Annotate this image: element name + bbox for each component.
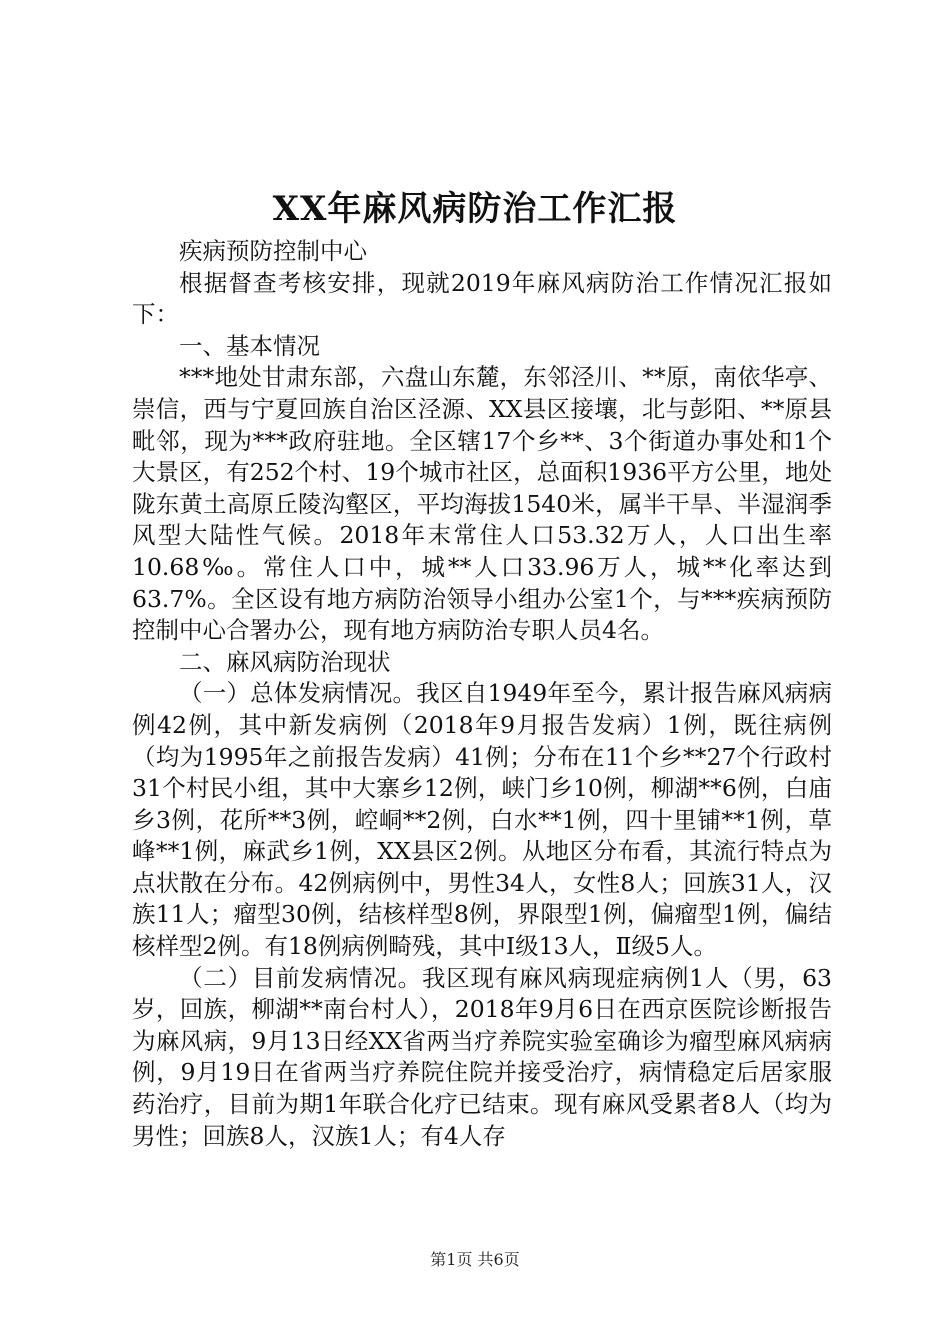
heading-prevention-status: 二、麻风病防治现状 <box>179 647 391 676</box>
paragraph-current-incidence: （二）目前发病情况。我区现有麻风病现症病例1人（男，63岁，回族，柳湖**南台村人），2018年9月6日在西京医院诊断报告为麻风病，9月13日经XX省两当疗养院实验室确诊为瘤型麻风病病例，9月19日在省两当疗养院住院并接受治疗，病情稳定后居家服药治疗，目前为期1年联合化疗已结束。现有麻风受累者8人（均为男性；回族8人，汉族1人；有4人存 <box>132 963 832 1150</box>
paragraph-organization: 疾病预防控制中心 <box>179 237 367 265</box>
document-body <box>132 236 832 1152</box>
paragraph-intro: 根据督查考核安排，现就2019年麻风病防治工作情况汇报如下： <box>132 268 832 329</box>
heading-basic-situation: 一、基本情况 <box>179 331 320 360</box>
paragraph-overall-incidence: （一）总体发病情况。我区自1949年至今，累计报告麻风病病例42例，其中新发病例（2018年9月报告发病）1例，既往病例（均为1995年之前报告发病）41例；分布在11个乡**27个行政村31个村民小组，其中大寨乡12例，峡门乡10例，柳湖**6例，白庙乡3例，花所**3例，崆峒**2例，白水**1例，四十里铺**1例，草峰**1例，麻武乡1例，XX县区2例。从地区分布看，其流行特点为点状散在分布。42例病例中，男性34人，女性8人；回族31人，汉族11人；瘤型30例，结核样型8例，界限型1例，偏瘤型1例，偏结核样型2例。有18例病例畸残，其中Ⅰ级13人，Ⅱ级5人。 <box>132 679 832 961</box>
paragraph-basic-situation: ***地处甘肃东部，六盘山东麓，东邻泾川、**原，南依华亭、崇信，西与宁夏回族自治区泾源、XX县区接壤，北与彭阳、**原县毗邻，现为***政府驻地。全区辖17个乡**、3个街道办事处和1个大景区，有252个村、19个城市社区，总面积1936平方公里，地处陇东黄土高原丘陵沟壑区，平均海拔1540米，属半干旱、半湿润季风型大陆性气候。2018年末常住人口53.32万人，人口出生率10.68‰。常住人口中，城**人口33.96万人，城**化率达到63.7%。全区设有地方病防治领导小组办公室1个，与***疾病预防控制中心合署办公，现有地方病防治专职人员4名。 <box>132 363 832 645</box>
document-title: XX年麻风病防治工作汇报 <box>272 189 678 229</box>
page-footer: 第1页 共6页 <box>430 1250 520 1269</box>
